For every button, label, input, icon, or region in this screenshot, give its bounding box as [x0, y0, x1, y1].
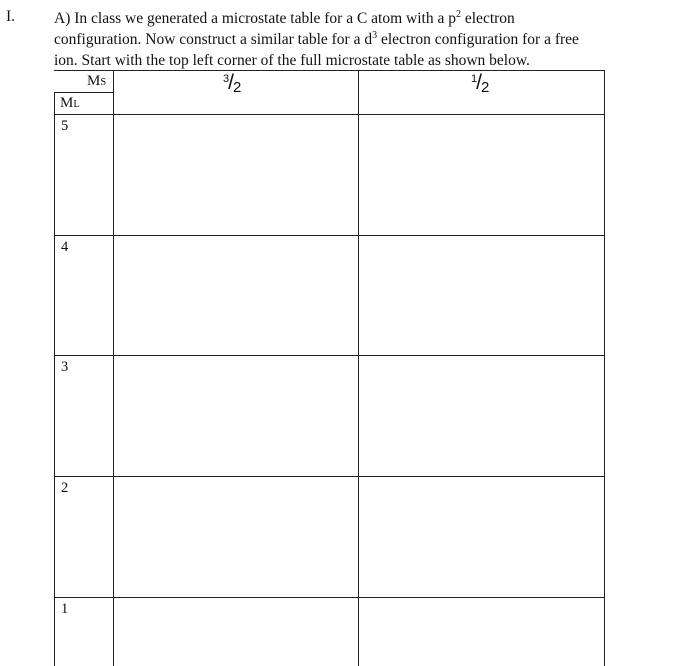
- question-line-2-text: configuration. Now construct a similar table for a d: [54, 31, 373, 48]
- column-header-1-2: [471, 71, 489, 96]
- ml-value: 5: [61, 118, 69, 134]
- ms-ml-divider: [54, 92, 114, 93]
- row-divider: [54, 476, 605, 477]
- fraction-denominator: 2: [480, 79, 490, 96]
- ml-label-text: M: [60, 95, 74, 111]
- row-divider: [54, 355, 605, 356]
- ml-label-sub: L: [73, 99, 80, 110]
- table-top-border: [54, 70, 605, 71]
- fraction-slash: /: [476, 71, 482, 94]
- column-divider: [358, 70, 359, 666]
- ms-label-sub: S: [100, 77, 107, 88]
- question-line-2-end: electron configuration for a free: [377, 31, 579, 48]
- ml-value: 3: [61, 359, 69, 375]
- table-right-border: [604, 70, 605, 666]
- ml-label: [60, 95, 80, 112]
- question-line-3: ion. Start with the top left corner of the full microstate table as shown below.: [54, 52, 530, 69]
- ms-label: [87, 73, 106, 90]
- superscript-3: 3: [372, 30, 378, 41]
- ml-value: 4: [61, 239, 69, 255]
- fraction-slash: /: [228, 71, 234, 94]
- column-divider: [113, 70, 114, 666]
- fraction-denominator: 2: [232, 79, 242, 96]
- ml-value: 1: [61, 601, 69, 617]
- ml-value: 2: [61, 480, 69, 496]
- row-divider: [54, 597, 605, 598]
- ms-label-text: M: [87, 73, 101, 89]
- question-line-1-text: A) In class we generated a microstate table for a C atom with a p: [54, 10, 456, 27]
- superscript-2: 2: [456, 9, 461, 20]
- header-bottom-border: [54, 114, 605, 115]
- column-header-3-2: [223, 71, 241, 96]
- question-line-1-end: electron: [461, 10, 515, 27]
- fraction-numerator: 1: [471, 73, 478, 85]
- question-number: I.: [6, 8, 16, 25]
- row-divider: [54, 235, 605, 236]
- fraction-numerator: 3: [223, 73, 230, 85]
- table-left-border: [54, 92, 55, 666]
